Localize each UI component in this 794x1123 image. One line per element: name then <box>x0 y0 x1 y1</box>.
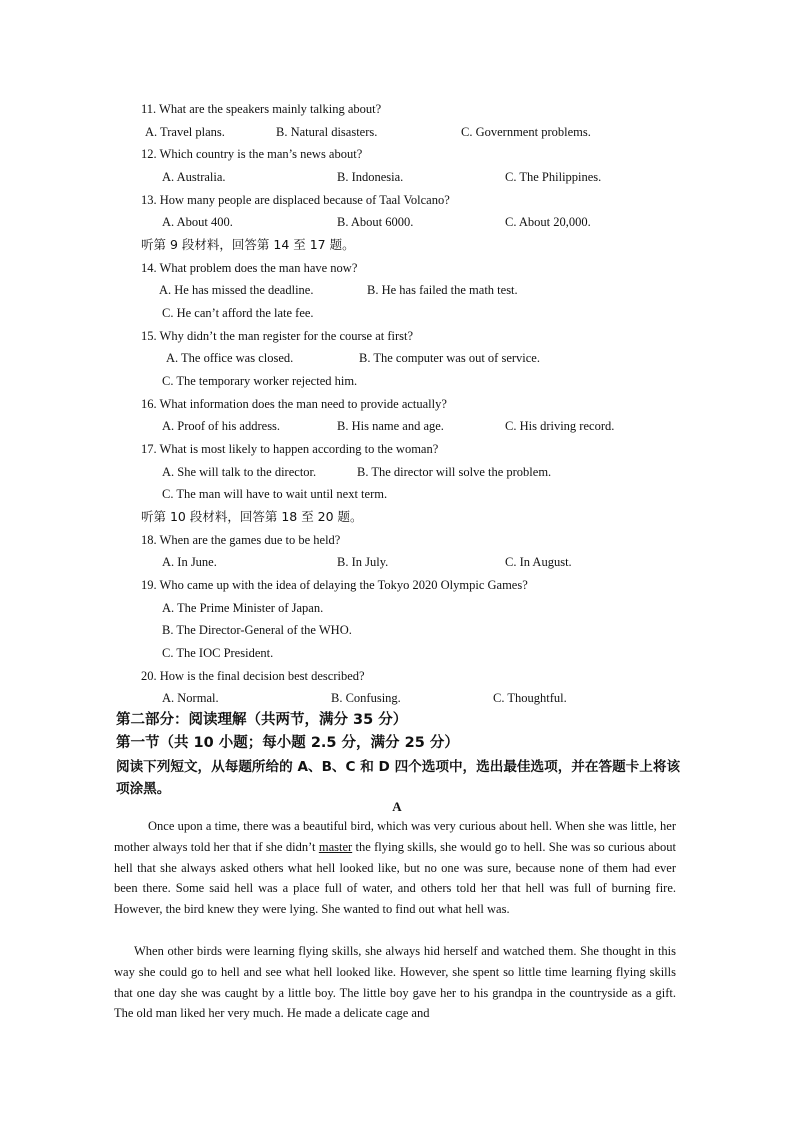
part2-title: 第二部分：阅读理解（共两节，满分 35 分） <box>116 712 408 728</box>
question-14: 14. What problem does the man have now? <box>141 261 358 275</box>
q19-option-b: B. The Director-General of the WHO. <box>162 623 352 637</box>
q17-option-c: C. The man will have to wait until next term. <box>162 487 388 501</box>
q13-option-c: C. About 20,000. <box>505 215 591 229</box>
directions-line-2: 项涂黑。 <box>116 781 171 797</box>
q16-option-b: B. His name and age. <box>337 419 444 433</box>
q14-option-c: C. He can’t afford the late fee. <box>162 306 314 320</box>
q12-option-b: B. Indonesia. <box>337 170 404 184</box>
q14-option-b: B. He has failed the math test. <box>367 283 518 297</box>
question-11: 11. What are the speakers mainly talking about? <box>141 102 382 116</box>
question-20: 20. How is the final decision best described? <box>141 669 365 683</box>
q13-option-a: A. About 400. <box>162 215 233 229</box>
q11-option-c: C. Government problems. <box>461 125 591 139</box>
q12-option-a: A. Australia. <box>162 170 226 184</box>
question-12: 12. Which country is the man’s news about? <box>141 147 363 161</box>
underlined-word: master <box>318 839 353 854</box>
q15-option-a: A. The office was closed. <box>166 351 294 365</box>
section1-title: 第一节（共 10 小题；每小题 2.5 分，满分 25 分） <box>116 735 459 751</box>
q16-option-c: C. His driving record. <box>505 419 615 433</box>
q17-option-a: A. She will talk to the director. <box>162 465 317 479</box>
q19-option-a: A. The Prime Minister of Japan. <box>162 601 324 615</box>
question-15: 15. Why didn’t the man register for the course at first? <box>141 329 414 343</box>
q15-option-c: C. The temporary worker rejected him. <box>162 374 358 388</box>
question-18: 18. When are the games due to be held? <box>141 533 341 547</box>
material-10-instruction: 听第 10 段材料，回答第 18 至 20 题。 <box>141 509 363 524</box>
q20-option-c: C. Thoughtful. <box>493 691 567 705</box>
material-9-instruction: 听第 9 段材料，回答第 14 至 17 题。 <box>141 237 355 252</box>
q16-option-a: A. Proof of his address. <box>162 419 281 433</box>
q19-option-c: C. The IOC President. <box>162 646 274 660</box>
q18-option-c: C. In August. <box>505 555 572 569</box>
q14-option-a: A. He has missed the deadline. <box>159 283 314 297</box>
q20-option-b: B. Confusing. <box>331 691 401 705</box>
q12-option-c: C. The Philippines. <box>505 170 602 184</box>
p1-text-before: Once upon a time, there was a beautiful bird, which was very curious about hell. When she was little, her mother always told her that if she didn’t <box>114 819 676 854</box>
passage-paragraph-1 <box>114 816 676 920</box>
question-16: 16. What information does the man need to provide actually? <box>141 397 447 411</box>
q18-option-a: A. In June. <box>162 555 217 569</box>
directions-line-1: 阅读下列短文，从每题所给的 A、B、C 和 D 四个选项中，选出最佳选项，并在答题卡上将该 <box>116 759 681 775</box>
passage-paragraph-2 <box>114 941 676 1024</box>
q17-option-b: B. The director will solve the problem. <box>357 465 552 479</box>
q20-option-a: A. Normal. <box>162 691 219 705</box>
question-19: 19. Who came up with the idea of delaying the Tokyo 2020 Olympic Games? <box>141 578 528 592</box>
passage-label: A <box>392 799 402 814</box>
p2-text: When other birds were learning flying skills, she always hid herself and watched them. She thought in this way she could go to hell and see what hell looked like. However, she spent so little time learning flying skills that one day she was caught by a little boy. The little boy gave her to his grandpa in the countryside as a gift. The old man liked her very much. He made a delicate cage and <box>114 944 676 1021</box>
question-13: 13. How many people are displaced because of Taal Volcano? <box>141 193 450 207</box>
q15-option-b: B. The computer was out of service. <box>359 351 540 365</box>
question-17: 17. What is most likely to happen according to the woman? <box>141 442 439 456</box>
p1-text-after: the flying skills, she would go to hell. She was so curious about hell that she always asked others what hell looked like, but no one was sure, because none of them had ever been there. Some said hell was a place full of water, and others told her that hell was full of burning fire. However, the bird knew they were lying. She wanted to find out what hell was. <box>114 839 676 917</box>
q11-option-b: B. Natural disasters. <box>276 125 378 139</box>
q13-option-b: B. About 6000. <box>337 215 414 229</box>
q11-option-a: A. Travel plans. <box>145 125 225 139</box>
q18-option-b: B. In July. <box>337 555 389 569</box>
